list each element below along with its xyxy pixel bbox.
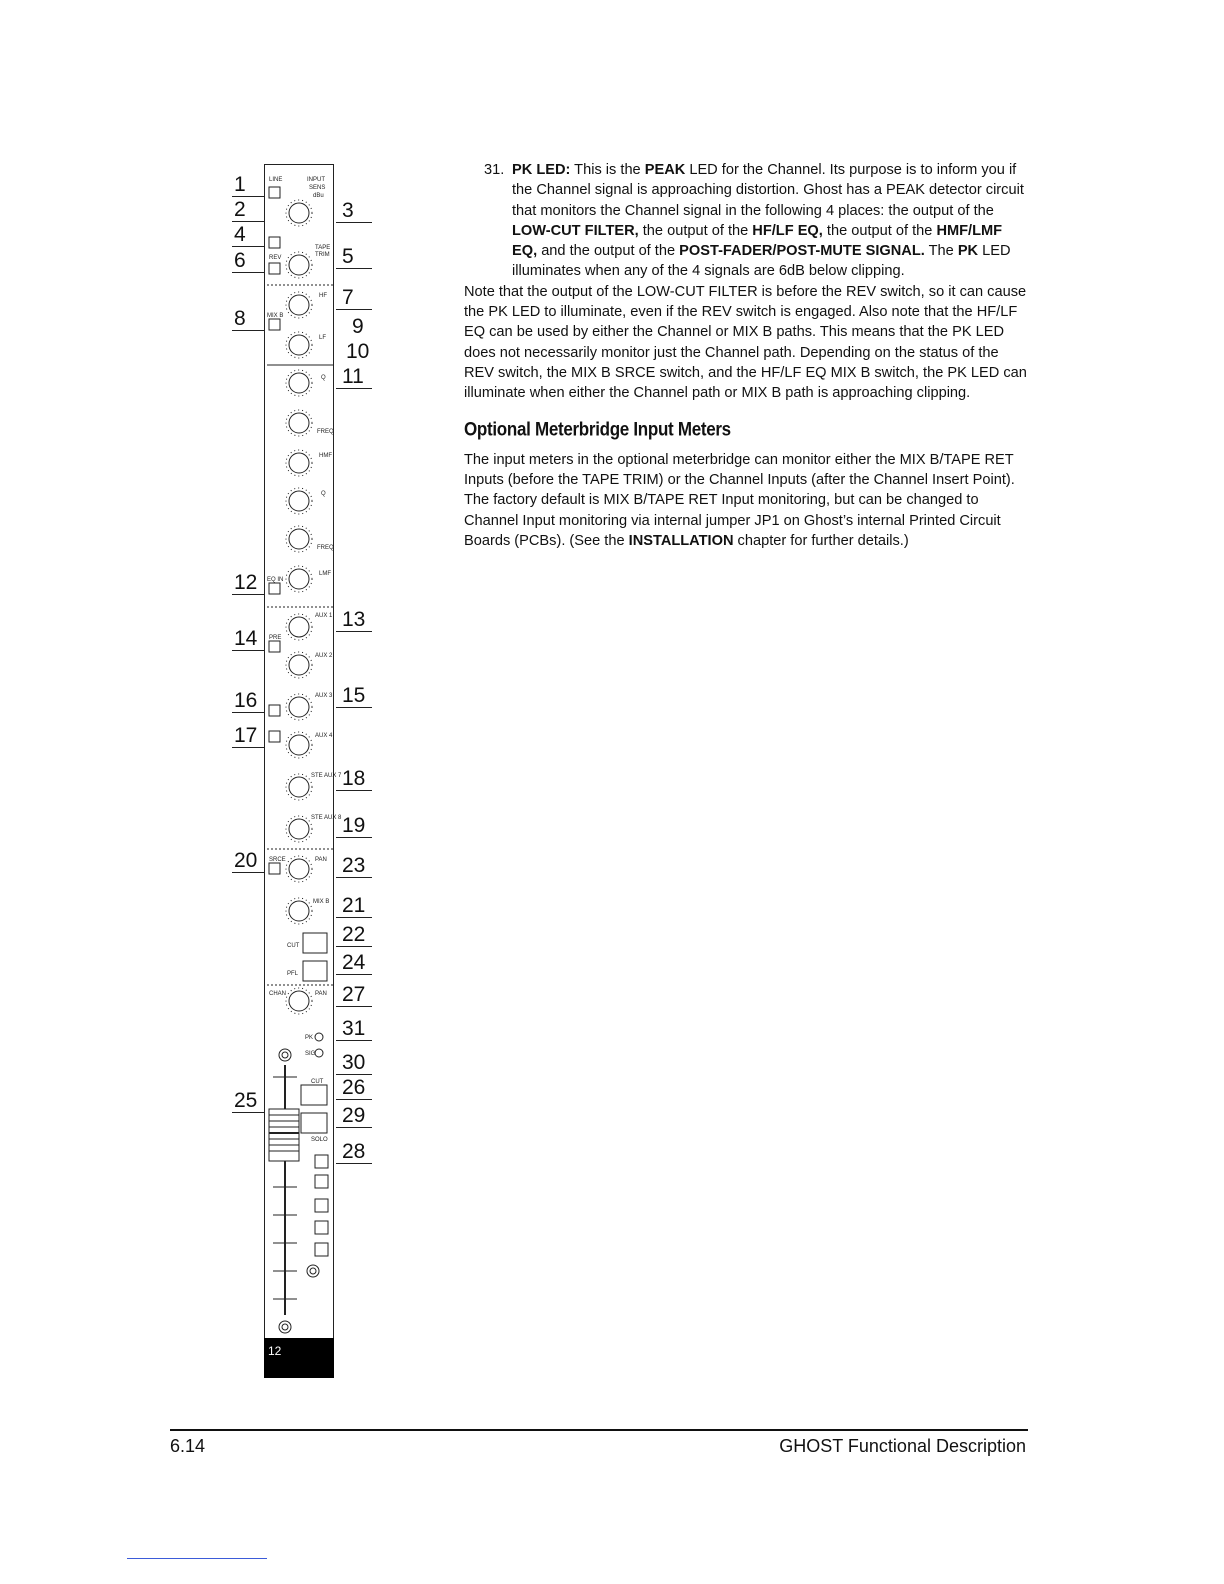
knob-hmf-q (286, 370, 312, 396)
svg-text:PFL: PFL (287, 971, 299, 977)
callout-7: 7 (336, 287, 372, 310)
callout-15: 15 (336, 685, 372, 708)
button-solo (301, 1113, 327, 1133)
knob-lmf-freq (286, 526, 312, 552)
svg-text:HF: HF (319, 293, 327, 299)
note-paragraph: Note that the output of the LOW-CUT FILTER is before the REV switch, so it can cause the PK LED to illuminate, even if the REV switch is engaged. Also note that the HF/LF EQ can be used by either the Channel or MIX B paths. This means that the PK LED does not necessarily monitor just the Channel path. Depending on the status of the REV switch, the MIX B SRCE switch, and the HF/LF EQ MIX B switch, the PK LED can illuminate when either the Channel path or MIX B path is approaching clipping. (464, 283, 1027, 402)
svg-text:MIX B: MIX B (313, 899, 330, 905)
callout-29: 29 (336, 1105, 372, 1128)
callout-23: 23 (336, 855, 372, 878)
knob-aux2 (286, 652, 312, 678)
channel-strip-diagram (264, 164, 342, 1378)
knob-lmf-gain (286, 566, 312, 592)
svg-text:CUT: CUT (287, 943, 300, 949)
svg-text:PAN: PAN (315, 857, 327, 863)
callout-10: 10 (346, 340, 370, 363)
callout-19: 19 (336, 815, 372, 838)
switch-aux-5-6 (269, 731, 280, 742)
meterbridge-paragraph: The input meters in the optional meterbridge can monitor either the MIX B/TAPE RET Inputs (before the TAPE TRIM) or the Channel Inputs (after the Channel Insert Point). The factory default is MIX B/TAPE RET Input monitoring, but can be changed to Channel Input monitoring via internal jumper JP1 on Ghost’s internal Printed Circuit Boards (PCBs). (See the INSTALLATION chapter for further details.) (464, 451, 1015, 550)
callout-30: 30 (336, 1052, 372, 1075)
switch-pre (269, 641, 280, 652)
svg-text:PRE: PRE (269, 635, 282, 641)
svg-text:TRIM: TRIM (315, 252, 330, 258)
switch-mixb-aux (269, 705, 280, 716)
svg-text:LINE: LINE (269, 177, 283, 183)
led-sig (315, 1049, 323, 1057)
section-heading: Optional Meterbridge Input Meters (464, 418, 731, 440)
knob-lf (286, 332, 312, 358)
body-text (464, 160, 1030, 551)
callout-8: 8 (232, 308, 264, 331)
knob-hmf-gain (286, 450, 312, 476)
footer-rule (170, 1429, 1028, 1431)
svg-text:EQ IN: EQ IN (267, 577, 284, 583)
svg-text:STE AUX 7: STE AUX 7 (311, 773, 342, 779)
fader-cap (269, 1109, 299, 1161)
svg-text:Q: Q (321, 491, 326, 497)
svg-text:SENS: SENS (309, 185, 326, 191)
switch-eq-in (269, 583, 280, 594)
svg-text:MIX B: MIX B (267, 313, 284, 319)
button-mixb-cut (303, 933, 327, 953)
knob-aux8 (286, 816, 312, 842)
svg-text:CUT: CUT (311, 1079, 324, 1085)
item-term: PK LED: (512, 162, 571, 178)
callout-20: 20 (232, 850, 264, 873)
item-31-pk-led: 31. PK LED: This is the PEAK LED for the Channel. Its purpose is to inform you if the Channel signal is approaching distortion. Ghost has a PEAK detector circuit that monitors the Channel signal in the following 4 places: the output of the LOW-CUT FILTER, the output of the HF/LF EQ, the output of the HMF/LMF EQ, and the output of the POST-FADER/POST-MUTE SIGNAL. The PK LED illuminates when any of the 4 signals are 6dB below clipping. (484, 162, 1024, 280)
callout-5: 5 (336, 246, 372, 269)
page-number: 6.14 (170, 1436, 206, 1456)
svg-text:LF: LF (319, 335, 327, 341)
knob-hf (286, 292, 312, 318)
callout-22: 22 (336, 924, 372, 947)
svg-text:SOLO: SOLO (311, 1137, 328, 1143)
callout-27: 27 (336, 984, 372, 1007)
svg-text:INPUT: INPUT (307, 177, 325, 183)
svg-text:SIG: SIG (305, 1051, 316, 1057)
svg-text:AUX 3: AUX 3 (315, 693, 333, 699)
channel-number-plate: 12 (264, 1338, 334, 1378)
svg-text:CHAN: CHAN (269, 991, 287, 997)
callout-13: 13 (336, 609, 372, 632)
svg-text:STE AUX 8: STE AUX 8 (311, 815, 342, 821)
callout-6: 6 (232, 250, 264, 273)
knob-mixb-level (286, 898, 312, 924)
knob-input-sens (286, 200, 312, 226)
callout-12: 12 (232, 572, 264, 595)
callout-14: 14 (232, 628, 264, 651)
callout-9: 9 (352, 315, 364, 338)
svg-text:PK: PK (305, 1035, 314, 1041)
svg-text:FREQ: FREQ (317, 545, 334, 551)
knob-hmf-freq (286, 410, 312, 436)
svg-text:PAN: PAN (315, 991, 327, 997)
button-pfl (303, 961, 327, 981)
knob-aux7 (286, 774, 312, 800)
callout-26: 26 (336, 1077, 372, 1100)
callout-2: 2 (232, 199, 264, 222)
knob-chan-pan (286, 988, 312, 1014)
svg-text:dBu: dBu (313, 193, 324, 199)
knob-aux1 (286, 614, 312, 640)
callout-21: 21 (336, 895, 372, 918)
svg-text:Q: Q (321, 375, 326, 381)
callout-28: 28 (336, 1141, 372, 1164)
callout-17: 17 (232, 725, 264, 748)
callout-25: 25 (232, 1090, 264, 1113)
svg-text:TAPE: TAPE (315, 245, 331, 251)
callout-4: 4 (232, 224, 264, 247)
channel-strip-drawing (265, 165, 342, 1379)
svg-text:AUX 4: AUX 4 (315, 733, 333, 739)
svg-text:SRCE: SRCE (269, 857, 286, 863)
switch-srce (269, 863, 280, 874)
knob-aux3 (286, 694, 312, 720)
callout-3: 3 (336, 200, 372, 223)
knob-aux4 (286, 732, 312, 758)
callout-31: 31 (336, 1018, 372, 1041)
switch-mixb-eq (269, 319, 280, 330)
svg-text:FREQ: FREQ (317, 429, 334, 435)
button-cut (301, 1085, 327, 1105)
switch-line (269, 187, 280, 198)
svg-text:HMF: HMF (319, 453, 332, 459)
callout-18: 18 (336, 768, 372, 791)
item-number: 31. (484, 162, 505, 178)
footer-title: GHOST Functional Description (779, 1436, 1026, 1456)
led-pk (315, 1033, 323, 1041)
callout-16: 16 (232, 690, 264, 713)
switch-48v (269, 237, 280, 248)
svg-text:REV: REV (269, 255, 282, 261)
bottom-link-line (127, 1558, 267, 1559)
svg-text:AUX 2: AUX 2 (315, 653, 333, 659)
callout-11: 11 (336, 366, 372, 389)
knob-lmf-q (286, 488, 312, 514)
svg-text:AUX 1: AUX 1 (315, 613, 333, 619)
callout-24: 24 (336, 952, 372, 975)
svg-text:LMF: LMF (319, 571, 331, 577)
callout-1: 1 (232, 174, 264, 197)
switch-rev (269, 263, 280, 274)
knob-mixb-pan (286, 856, 312, 882)
knob-tape-trim (286, 252, 312, 278)
